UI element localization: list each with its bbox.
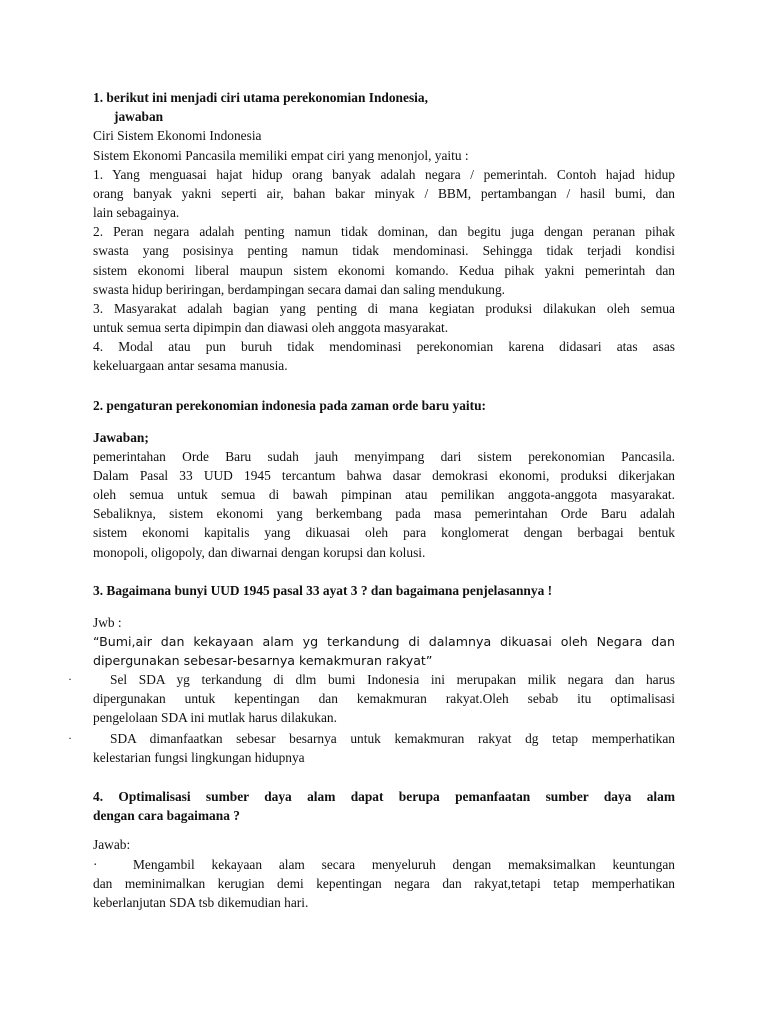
q3-quote-line: dipergunakan sebesar-besarnya kemakmuran rakyat”	[93, 653, 433, 668]
q1-point2-line: sistem ekonomi liberal maupun sistem ekonomi komando. Kedua pihak yakni pemerintah dan	[93, 263, 675, 278]
q3-bullet1-line: Sel SDA yg terkandung di dlm bumi Indonesia ini merupakan milik negara dan harus	[110, 672, 675, 687]
q1-point2-line: 2. Peran negara adalah penting namun tidak dominan, dan begitu juga dengan peranan pihak	[93, 224, 675, 239]
q1-point3-line: untuk semua serta dipimpin dan diawasi oleh anggota masyarakat.	[93, 320, 449, 335]
q1-point2-line: swasta hidup beriringan, berdampingan secara damai dan saling mendukung.	[93, 282, 506, 297]
q2-question: 2. pengaturan perekonomian indonesia pada zaman orde baru yaitu:	[93, 398, 486, 413]
bullet-icon: ·	[68, 731, 72, 745]
q3-quote-line: “Bumi,air dan kekayaan alam yg terkandung di dalamnya dikuasai oleh Negara dan	[93, 634, 675, 649]
q1-point4-line: 4. Modal atau pun buruh tidak mendominasi perekonomian karena didasari atas asas	[93, 339, 675, 354]
bullet-icon: ·	[93, 857, 98, 872]
q2-answer-line: Sebaliknya, sistem ekonomi yang berkembang pada masa pemerintahan Orde Baru adalah	[93, 506, 675, 521]
q4-question-line: dengan cara bagaimana ?	[93, 808, 240, 823]
q1-point1-line: orang banyak yakni seperti air, bahan bakar minyak / BBM, pertambangan / hasil bumi, dan	[93, 186, 675, 201]
q1-point1-line: 1. Yang menguasai hajat hidup orang banyak adalah negara / pemerintah. Contoh hajad hidup	[93, 167, 675, 182]
q2-answer-label: Jawaban;	[93, 430, 149, 445]
q2-answer-line: Dalam Pasal 33 UUD 1945 tercantum bahwa dasar demokrasi ekonomi, produksi dikerjakan	[93, 468, 675, 483]
q1-point3-line: 3. Masyarakat adalah bagian yang penting di mana kegiatan produksi dilakukan oleh semua	[93, 301, 675, 316]
q3-answer-label: Jwb :	[93, 615, 122, 630]
q4-question-line: 4. Optimalisasi sumber daya alam dapat berupa pemanfaatan sumber daya alam	[93, 789, 675, 804]
q2-answer-line: oleh semua untuk semua di bawah pimpinan atau pemilikan anggota-anggota masyarakat.	[93, 487, 675, 502]
q3-bullet1-line: pengelolaan SDA ini mutlak harus dilakukan.	[93, 710, 337, 725]
q1-point2-line: swasta yang posisinya penting namun tidak mendominasi. Sehingga tidak terjadi kondisi	[93, 243, 675, 258]
q1-question: 1. berikut ini menjadi ciri utama perekonomian Indonesia,	[93, 90, 428, 105]
q1-intro: Sistem Ekonomi Pancasila memiliki empat ciri yang menonjol, yaitu :	[93, 148, 469, 163]
q4-answer-label: Jawab:	[93, 837, 131, 852]
q3-bullet2-line: SDA dimanfaatkan sebesar besarnya untuk kemakmuran rakyat dg tetap memperhatikan	[110, 731, 675, 746]
q1-point4-line: kekeluargaan antar sesama manusia.	[93, 358, 288, 373]
q2-answer-line: sistem ekonomi kapitalis yang dikuasai oleh para konglomerat dengan berbagai bentuk	[93, 525, 675, 540]
q4-answer-line: keberlanjutan SDA tsb dikemudian hari.	[93, 895, 309, 910]
q4-answer-line: Mengambil kekayaan alam secara menyeluruh dengan memaksimalkan keuntungan	[133, 857, 675, 872]
q2-answer-line: monopoli, oligopoly, dan diwarnai dengan korupsi dan kolusi.	[93, 545, 426, 560]
q2-answer-line: pemerintahan Orde Baru sudah jauh menyimpang dari sistem perekonomian Pancasila.	[93, 449, 675, 464]
bullet-icon: ·	[68, 672, 72, 686]
q1-point1-line: lain sebagainya.	[93, 205, 180, 220]
q3-bullet2-line: kelestarian fungsi lingkungan hidupnya	[93, 750, 305, 765]
q1-answer-label: jawaban	[114, 109, 164, 124]
q3-question: 3. Bagaimana bunyi UUD 1945 pasal 33 ayat 3 ? dan bagaimana penjelasannya !	[93, 583, 553, 598]
q3-bullet1-line: dipergunakan untuk kepentingan dan kemakmuran rakyat.Oleh sebab itu optimalisasi	[93, 691, 675, 706]
q1-heading: Ciri Sistem Ekonomi Indonesia	[93, 128, 262, 143]
q4-answer-line: dan meminimalkan kerugian demi kepentingan negara dan rakyat,tetapi tetap memperhatikan	[93, 876, 675, 891]
